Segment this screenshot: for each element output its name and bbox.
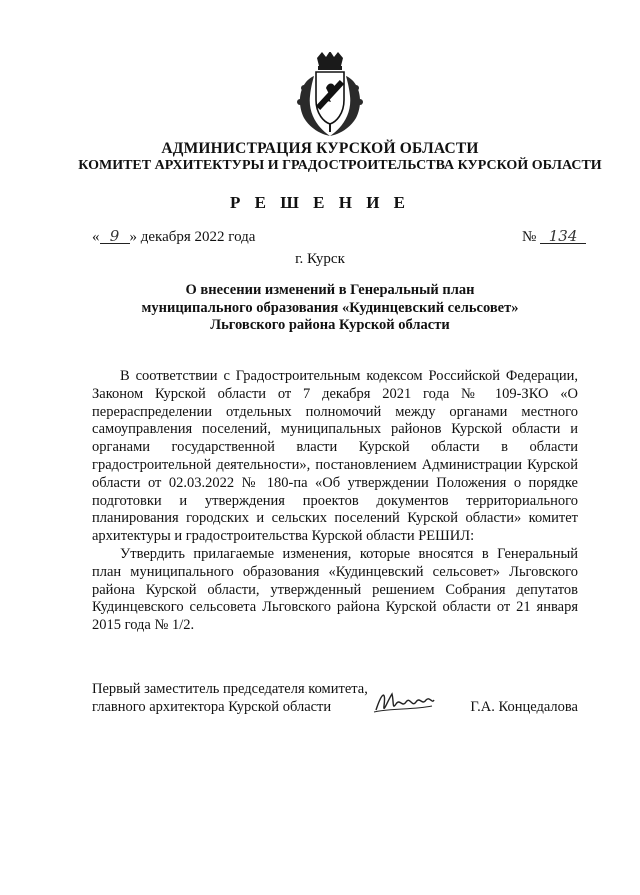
date-open-quote: « — [92, 229, 100, 245]
body-paragraph-1: В соответствии с Градостроительным кодексом Российской Федерации, Законом Курской области от 7 декабря 2021 года № 109-ЗКО «О перераспределении отдельных полномочий между органами местного самоуправления поселений, муниципальных районов Курской области и органами государственной власти Курской области в области градостроительной деятельности», постановлением Администрации Курской области от 02.03.2022 № 180-па «Об утверждении Положения о порядке подготовки и утверждения проектов документов территориального планирования городских и сельских поселений Курской области» комитет архитектуры и градостроительства Курской области РЕШИЛ: — [92, 368, 578, 545]
date-day-handwritten: 9 — [100, 229, 130, 244]
subject-line-2: муниципального образования «Кудинцевский сельсовет» — [141, 299, 519, 316]
document-body — [92, 368, 578, 635]
number-prefix: № — [522, 229, 537, 245]
body-paragraph-2: Утвердить прилагаемые изменения, которые вносятся в Генеральный план муниципального образования «Кудинцевский сельсовет» Льговского района Курской области, утвержденный решением Собрания депутатов Кудинцевского сельсовета Льговского района Курской области от 21 января 2015 года № 1/2. — [92, 545, 578, 634]
document-subject — [70, 282, 590, 335]
handwritten-signature — [372, 686, 438, 718]
document-date — [92, 229, 255, 246]
document-type-title: Р Е Ш Е Н И Е — [229, 193, 410, 212]
number-handwritten: 134 — [540, 229, 586, 244]
signer-position-line-2: главного архитектора Курской области — [92, 699, 332, 715]
signature-block — [92, 680, 578, 716]
signer-name: Г.А. Концедалова — [470, 699, 578, 715]
document-city: г. Курск — [295, 251, 345, 267]
signer-position-line-1: Первый заместитель председателя комитета, — [92, 681, 368, 697]
date-rest: » декабря 2022 года — [129, 229, 256, 245]
subject-line-1: О внесении изменений в Генеральный план — [185, 282, 475, 298]
coat-of-arms-icon — [290, 52, 370, 138]
document-number — [522, 229, 586, 246]
subject-line-3: Льговского района Курской области — [210, 317, 450, 333]
committee-name: КОМИТЕТ АРХИТЕКТУРЫ И ГРАДОСТРОИТЕЛЬСТВА КУРСКОЙ ОБЛАСТИ — [78, 158, 602, 173]
organization-name: АДМИНИСТРАЦИЯ КУРСКОЙ ОБЛАСТИ — [161, 140, 479, 157]
